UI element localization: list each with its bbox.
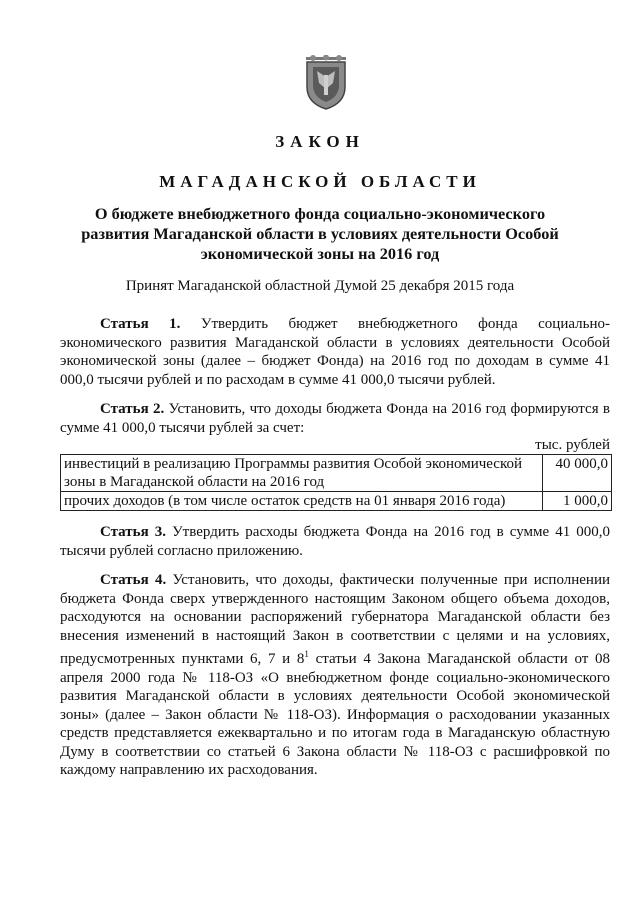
table-row (61, 492, 612, 511)
article-1-text: Утвердить бюджет внебюджетного фонда социально-экономического развития Магаданской области в условиях деятельности Особой экономической зоны (далее – бюджет Фонда) на 2016 год по доходам в сумме 41 000,0 тысячи рублей и по расходам в сумме 41 000,0 тысячи рублей. (60, 316, 610, 388)
table-row (61, 455, 612, 492)
coat-of-arms-icon (303, 55, 349, 111)
row-description: прочих доходов (в том числе остаток средств на 01 января 2016 года) (61, 492, 543, 511)
article-4-label: Статья 4. (100, 572, 167, 588)
article-4-text-b: статьи 4 Закона Магаданской области от 08 апреля 2000 года № 118-ОЗ «О внебюджетном фонде социально-экономического развития Магаданской области в условиях деятельности Особой экономической зоны» (далее – Закон области № 118-ОЗ). Информация о расходовании указанных средств представляется ежеквартально и по итогам года в Магаданскую областную Думу в соответствии со статьей 6 Закона области № 118-ОЗ с расшифровкой по каждому направлению их расходования. (60, 651, 610, 778)
article-4 (60, 571, 610, 780)
article-4-superscript: 1 (304, 649, 309, 659)
row-description: инвестиций в реализацию Программы развития Особой экономической зоны в Магаданской области на 2016 год (61, 455, 543, 492)
article-1-label: Статья 1. (100, 316, 181, 332)
region-name: МАГАДАНСКОЙ ОБЛАСТИ (159, 172, 481, 191)
document-type: ЗАКОН (275, 132, 365, 151)
article-3 (60, 523, 610, 560)
article-4-text-a: Установить, что доходы, фактически полученные при исполнении бюджета Фонда сверх утвержденного настоящим Законом общего объема доходов, расходуются на основании распоряжений губернатора Магаданской области без внесения изменений в настоящий Закон в соответствии с целями и на условиях, предусмотренных пунктами 6, 7 и 8 (60, 572, 611, 667)
article-2-label: Статья 2. (100, 401, 165, 417)
article-2-text: Установить, что доходы бюджета Фонда на 2016 год формируются в сумме 41 000,0 тысячи рублей за счет: (60, 401, 611, 436)
article-3-text: Утвердить расходы бюджета Фонда на 2016 год в сумме 41 000,0 тысячи рублей согласно приложению. (60, 524, 610, 559)
table-unit: тыс. рублей (535, 437, 610, 453)
law-title: О бюджете внебюджетного фонда социально-экономического развития Магаданской области в условиях деятельности Особой экономической зоны на 2016 год (81, 204, 559, 263)
article-2 (60, 400, 610, 437)
adoption-line: Принят Магаданской областной Думой 25 декабря 2015 года (125, 278, 515, 294)
article-3-label: Статья 3. (100, 524, 167, 540)
article-1 (60, 315, 610, 389)
row-amount: 40 000,0 (543, 455, 612, 492)
income-table (60, 454, 612, 511)
row-amount: 1 000,0 (543, 492, 612, 511)
